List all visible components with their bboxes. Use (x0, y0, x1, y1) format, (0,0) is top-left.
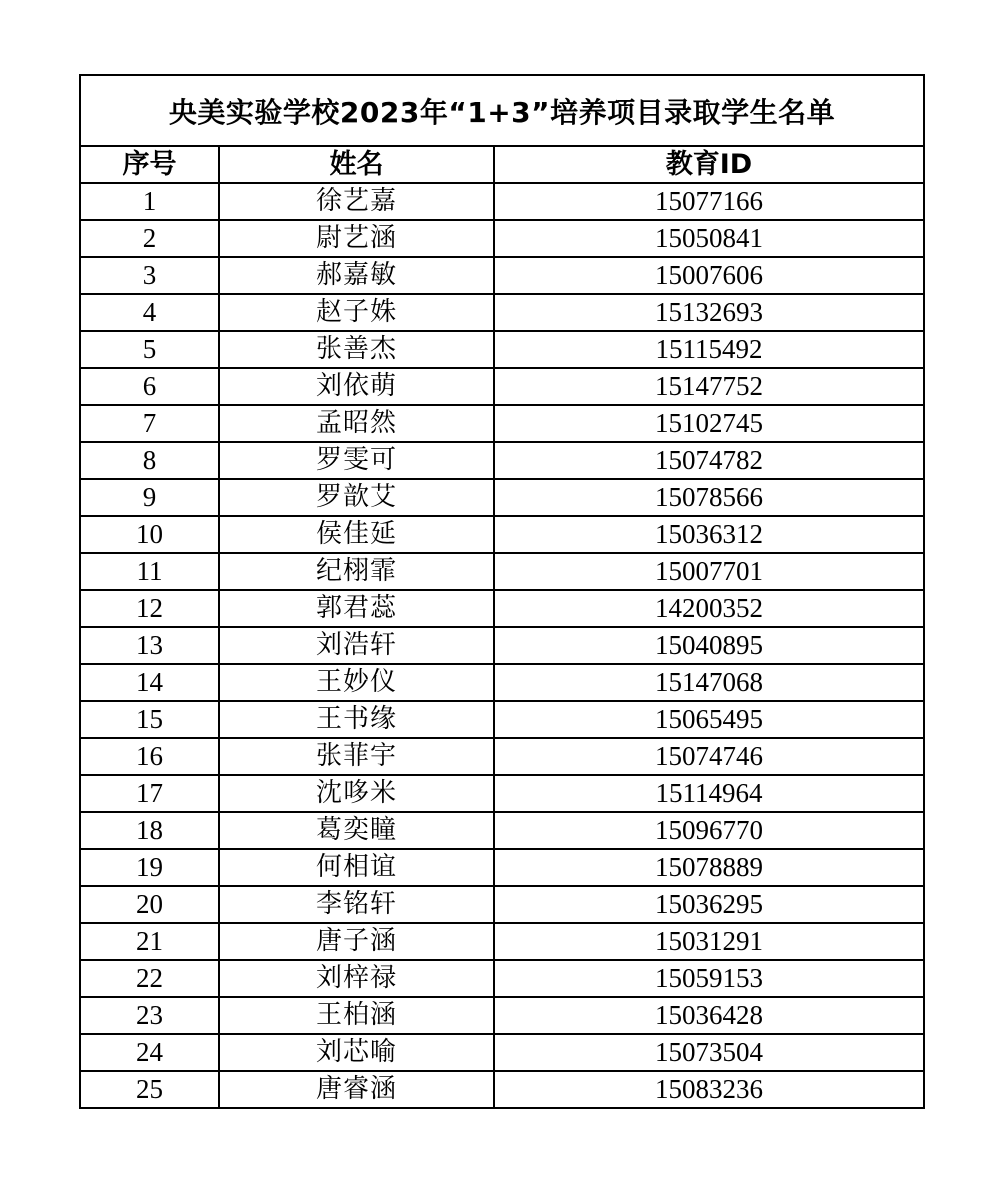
education-id-cell: 15074746 (494, 738, 923, 775)
table-row (81, 923, 923, 960)
table-body (81, 183, 923, 1107)
header-row (81, 147, 923, 183)
student-name-cell: 刘梓禄 (219, 960, 494, 997)
table-row (81, 738, 923, 775)
table-row (81, 442, 923, 479)
table-row (81, 849, 923, 886)
table-row (81, 553, 923, 590)
education-id-cell: 15073504 (494, 1034, 923, 1071)
serial-number-cell: 18 (81, 812, 219, 849)
table-row (81, 627, 923, 664)
header-education-id: 教育ID (494, 147, 923, 183)
serial-number-cell: 14 (81, 664, 219, 701)
education-id-cell: 15078889 (494, 849, 923, 886)
student-name-cell: 王柏涵 (219, 997, 494, 1034)
serial-number-cell: 23 (81, 997, 219, 1034)
education-id-cell: 15132693 (494, 294, 923, 331)
education-id-cell: 15065495 (494, 701, 923, 738)
student-name-cell: 唐子涵 (219, 923, 494, 960)
student-name-cell: 王妙仪 (219, 664, 494, 701)
student-name-cell: 徐艺嘉 (219, 183, 494, 220)
header-name: 姓名 (219, 147, 494, 183)
student-name-cell: 孟昭然 (219, 405, 494, 442)
serial-number-cell: 10 (81, 516, 219, 553)
table-row (81, 812, 923, 849)
serial-number-cell: 25 (81, 1071, 219, 1107)
serial-number-cell: 22 (81, 960, 219, 997)
student-name-cell: 唐睿涵 (219, 1071, 494, 1107)
table-row (81, 331, 923, 368)
student-name-cell: 赵子姝 (219, 294, 494, 331)
serial-number-cell: 7 (81, 405, 219, 442)
education-id-cell: 15007701 (494, 553, 923, 590)
serial-number-cell: 13 (81, 627, 219, 664)
serial-number-cell: 8 (81, 442, 219, 479)
table-header (81, 147, 923, 183)
education-id-cell: 15059153 (494, 960, 923, 997)
student-name-cell: 刘浩轩 (219, 627, 494, 664)
education-id-cell: 15007606 (494, 257, 923, 294)
serial-number-cell: 4 (81, 294, 219, 331)
student-name-cell: 葛奕瞳 (219, 812, 494, 849)
table-row (81, 886, 923, 923)
student-name-cell: 郝嘉敏 (219, 257, 494, 294)
student-name-cell: 李铭轩 (219, 886, 494, 923)
table-row (81, 701, 923, 738)
serial-number-cell: 17 (81, 775, 219, 812)
education-id-cell: 15147752 (494, 368, 923, 405)
education-id-cell: 15083236 (655, 1074, 763, 1104)
education-id-cell: 15031291 (494, 923, 923, 960)
student-name-cell: 沈哆米 (219, 775, 494, 812)
serial-number-cell: 21 (81, 923, 219, 960)
education-id-cell: 15036295 (494, 886, 923, 923)
table-row (81, 183, 923, 220)
student-name-cell: 尉艺涵 (219, 220, 494, 257)
education-id-cell: 15102745 (494, 405, 923, 442)
table-row (81, 664, 923, 701)
table-row (81, 479, 923, 516)
education-id-cell: 15074782 (494, 442, 923, 479)
serial-number-cell: 5 (81, 331, 219, 368)
header-serial-number: 序号 (81, 147, 219, 183)
table-row (81, 1034, 923, 1071)
education-id-cell: 14200352 (494, 590, 923, 627)
student-name-cell: 郭君蕊 (219, 590, 494, 627)
document-title: 央美实验学校2023年“1+3”培养项目录取学生名单 (81, 76, 923, 147)
serial-number-cell: 24 (81, 1034, 219, 1071)
table-row (81, 294, 923, 331)
education-id-cell: 15078566 (494, 479, 923, 516)
student-name-cell: 纪栩霏 (219, 553, 494, 590)
education-id-cell: 15036312 (494, 516, 923, 553)
education-id-cell: 15077166 (494, 183, 923, 220)
serial-number-cell: 16 (81, 738, 219, 775)
student-name-cell: 刘芯喻 (219, 1034, 494, 1071)
education-id-cell: 15114964 (494, 775, 923, 812)
education-id-cell: 15096770 (494, 812, 923, 849)
serial-number-cell: 3 (81, 257, 219, 294)
serial-number-cell: 9 (81, 479, 219, 516)
education-id-cell: 15115492 (494, 331, 923, 368)
serial-number-cell: 19 (81, 849, 219, 886)
table-row (81, 405, 923, 442)
table-row (81, 257, 923, 294)
serial-number-cell: 1 (81, 183, 219, 220)
education-id-cell: 15147068 (494, 664, 923, 701)
student-name-cell: 刘依萌 (219, 368, 494, 405)
student-name-cell: 罗歆艾 (219, 479, 494, 516)
education-id-cell: 15050841 (494, 220, 923, 257)
student-name-cell: 侯佳延 (219, 516, 494, 553)
table-row (81, 1071, 923, 1107)
table-row (81, 220, 923, 257)
student-name-cell: 王书缘 (219, 701, 494, 738)
admission-table (81, 147, 923, 1107)
student-name-cell: 何相谊 (219, 849, 494, 886)
serial-number-cell: 12 (81, 590, 219, 627)
table-row (81, 590, 923, 627)
table-row (81, 368, 923, 405)
table-row (81, 960, 923, 997)
serial-number-cell: 20 (81, 886, 219, 923)
serial-number-cell: 6 (81, 368, 219, 405)
education-id-cell: 15040895 (494, 627, 923, 664)
student-name-cell: 张善杰 (219, 331, 494, 368)
table-row (81, 775, 923, 812)
serial-number-cell: 2 (81, 220, 219, 257)
table-row (81, 516, 923, 553)
education-id-cell: 15036428 (494, 997, 923, 1034)
student-name-cell: 张菲宇 (219, 738, 494, 775)
table-row (81, 997, 923, 1034)
serial-number-cell: 11 (81, 553, 219, 590)
serial-number-cell: 15 (81, 701, 219, 738)
student-name-cell: 罗雯可 (219, 442, 494, 479)
admission-list-sheet (79, 74, 925, 1109)
